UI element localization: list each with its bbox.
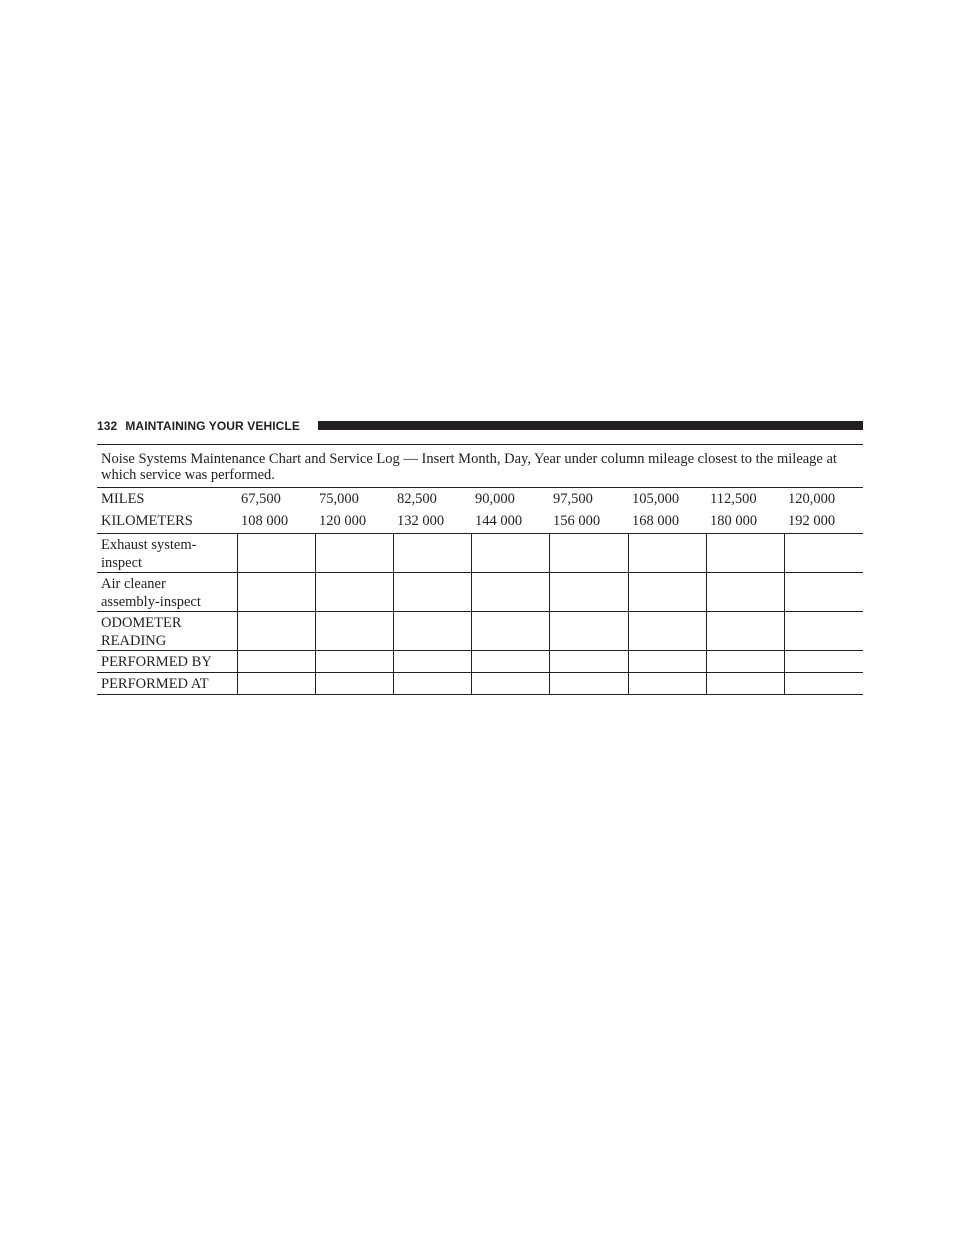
miles-cell: 90,000 [471,488,549,512]
row-label-line: READING [101,633,167,649]
page-header [97,418,863,435]
log-entry-cell[interactable] [628,612,706,651]
log-entry-cell[interactable] [237,573,315,612]
miles-cell: 112,500 [706,488,784,512]
kilometers-cell: 180 000 [710,513,758,529]
row-label: PERFORMED BY [97,651,237,673]
intro-text: Noise Systems Maintenance Chart and Service Log — Insert Month, Day, Year under column mileage closest to the mileage at which service was performed. [97,444,863,487]
log-row-performed-at [97,673,863,695]
row-label [97,573,237,612]
log-entry-cell[interactable] [784,534,863,573]
log-entry-cell[interactable] [393,673,471,695]
log-entry-cell[interactable] [784,651,863,673]
log-entry-cell[interactable] [237,612,315,651]
log-entry-cell[interactable] [471,534,549,573]
log-row-air-cleaner [97,573,863,612]
log-entry-cell[interactable] [628,534,706,573]
header-rule [318,421,863,430]
miles-cell: 97,500 [549,488,628,512]
log-entry-cell[interactable] [549,534,628,573]
log-entry-cell[interactable] [315,673,393,695]
miles-cell: 105,000 [628,488,706,512]
log-entry-cell[interactable] [706,573,784,612]
log-entry-cell[interactable] [549,673,628,695]
log-entry-cell[interactable] [628,651,706,673]
miles-row [97,488,863,512]
log-row-odometer [97,612,863,651]
row-label: PERFORMED AT [97,673,237,695]
kilometers-cell: 144 000 [475,513,523,529]
kilometers-cell: 192 000 [788,513,836,529]
page-number: 132 [97,419,118,433]
log-entry-cell[interactable] [628,673,706,695]
log-entry-cell[interactable] [471,673,549,695]
miles-label: MILES [97,488,237,512]
row-label-line: ODOMETER [101,615,182,631]
log-entry-cell[interactable] [706,612,784,651]
row-label [97,534,237,573]
log-entry-cell[interactable] [706,651,784,673]
log-entry-cell[interactable] [706,534,784,573]
miles-cell: 120,000 [784,488,863,512]
log-entry-cell[interactable] [549,573,628,612]
log-entry-cell[interactable] [393,534,471,573]
miles-cell: 82,500 [393,488,471,512]
log-entry-cell[interactable] [471,573,549,612]
kilometers-cell: 132 000 [397,513,445,529]
log-entry-cell[interactable] [549,651,628,673]
miles-cell: 67,500 [237,488,315,512]
row-label [97,612,237,651]
row-label-line: assembly-inspect [101,594,201,610]
kilometers-row [97,511,863,534]
log-row-performed-by [97,651,863,673]
log-entry-cell[interactable] [393,651,471,673]
log-entry-cell[interactable] [628,573,706,612]
log-entry-cell[interactable] [784,573,863,612]
log-entry-cell[interactable] [706,673,784,695]
log-entry-cell[interactable] [315,651,393,673]
kilometers-cell: 108 000 [241,513,289,529]
row-label-line: Exhaust system- [101,537,197,553]
kilometers-cell: 168 000 [632,513,680,529]
log-entry-cell[interactable] [315,612,393,651]
log-entry-cell[interactable] [237,673,315,695]
log-entry-cell[interactable] [784,612,863,651]
kilometers-cell: 120 000 [319,513,367,529]
kilometers-cell: 156 000 [553,513,601,529]
log-entry-cell[interactable] [315,573,393,612]
log-row-exhaust [97,534,863,573]
service-log-table [97,487,863,695]
log-entry-cell[interactable] [393,612,471,651]
header-text [97,419,300,433]
section-title: MAINTAINING YOUR VEHICLE [125,419,300,433]
log-entry-cell[interactable] [393,573,471,612]
log-entry-cell[interactable] [237,534,315,573]
log-entry-cell[interactable] [315,534,393,573]
row-label-line: Air cleaner [101,576,166,592]
kilometers-label: KILOMETERS [101,513,193,529]
log-entry-cell[interactable] [237,651,315,673]
miles-cell: 75,000 [315,488,393,512]
log-entry-cell[interactable] [471,612,549,651]
log-entry-cell[interactable] [471,651,549,673]
service-log-section [97,444,863,695]
log-entry-cell[interactable] [549,612,628,651]
row-label-line: inspect [101,555,143,571]
log-entry-cell[interactable] [784,673,863,695]
